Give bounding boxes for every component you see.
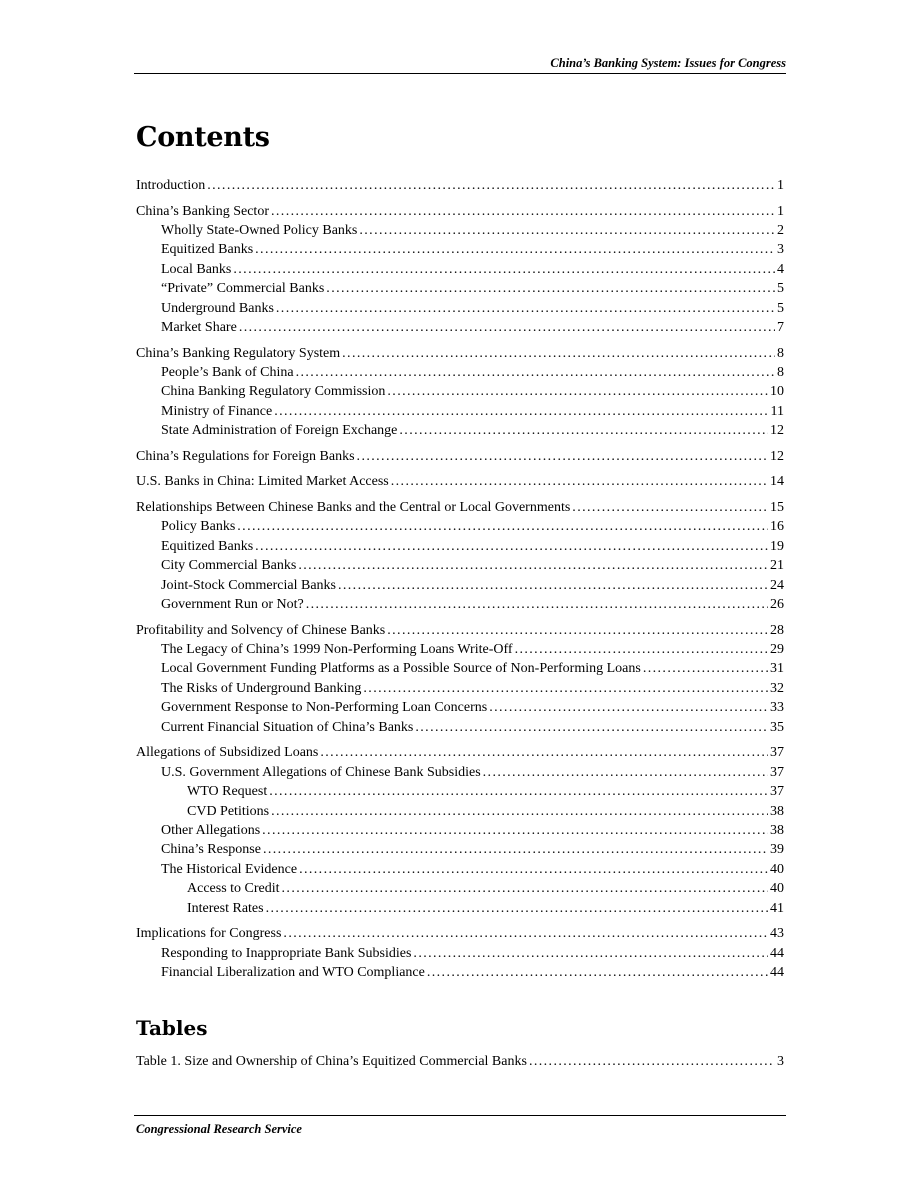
toc-entry-page-number: 44 <box>770 964 784 980</box>
toc-entry-page-number: 8 <box>777 345 784 361</box>
toc-entry-page-number: 35 <box>770 719 784 735</box>
toc-entry[interactable] <box>136 537 784 556</box>
toc-entry-page-number: 21 <box>770 558 784 574</box>
dot-leader <box>263 840 768 859</box>
dot-leader <box>298 556 768 575</box>
toc-entry-page-number: 28 <box>770 622 784 638</box>
dot-leader <box>387 382 768 401</box>
toc-entry-label: State Administration of Foreign Exchange <box>161 423 398 439</box>
dot-leader <box>283 924 768 943</box>
toc-entry[interactable] <box>136 221 784 240</box>
dot-leader <box>266 899 768 918</box>
toc-entry-label: The Legacy of China’s 1999 Non-Performing Loans Write-Off <box>161 642 513 658</box>
toc-entry-page-number: 29 <box>770 642 784 658</box>
toc-entry-page-number: 5 <box>777 300 784 316</box>
toc-entry-page-number: 44 <box>770 945 784 961</box>
toc-entry-label: Interest Rates <box>187 900 264 916</box>
toc-entry[interactable] <box>136 498 784 517</box>
toc-entry-label: China’s Banking Sector <box>136 203 269 219</box>
dot-leader <box>233 260 775 279</box>
toc-entry[interactable] <box>136 279 784 298</box>
dot-leader <box>207 176 775 195</box>
toc-entry-page-number: 3 <box>777 1054 784 1069</box>
toc-entry[interactable] <box>136 421 784 440</box>
toc-entry[interactable] <box>136 840 784 859</box>
toc-entry-page-number: 12 <box>770 448 784 464</box>
toc-entry[interactable] <box>136 679 784 698</box>
dot-leader <box>269 782 768 801</box>
dot-leader <box>415 718 768 737</box>
toc-entry-label: Ministry of Finance <box>161 403 273 419</box>
toc-entry-page-number: 12 <box>770 423 784 439</box>
toc-entry-label: Local Banks <box>161 261 232 277</box>
dot-leader <box>271 202 775 221</box>
toc-entry-page-number: 41 <box>770 900 784 916</box>
toc-entry[interactable] <box>136 240 784 259</box>
toc-entry-page-number: 14 <box>770 474 784 490</box>
toc-entry-page-number: 43 <box>770 926 784 942</box>
dot-leader <box>515 640 768 659</box>
toc-entry-page-number: 37 <box>770 784 784 800</box>
toc-entry-label: Current Financial Situation of China’s Banks <box>161 719 414 735</box>
toc-entry[interactable] <box>136 802 784 821</box>
toc-entry-label: Equitized Banks <box>161 538 254 554</box>
toc-entry-label: China’s Response <box>161 842 261 858</box>
toc-entry-page-number: 8 <box>777 365 784 381</box>
toc-entry-page-number: 24 <box>770 577 784 593</box>
toc-entry[interactable] <box>136 576 784 595</box>
toc-entry[interactable] <box>136 879 784 898</box>
toc-entry-label: The Risks of Underground Banking <box>161 680 362 696</box>
dot-leader <box>271 802 768 821</box>
toc-entry-page-number: 37 <box>770 745 784 761</box>
running-header-title: China’s Banking System: Issues for Congress <box>550 56 786 70</box>
toc-entry-page-number: 1 <box>777 203 784 219</box>
toc-entry[interactable] <box>136 743 784 762</box>
toc-entry-label: City Commercial Banks <box>161 558 297 574</box>
toc-entry-label: U.S. Government Allegations of Chinese Bank Subsidies <box>161 764 481 780</box>
toc-entry[interactable] <box>136 963 784 982</box>
toc-entry-page-number: 4 <box>777 261 784 277</box>
tables-heading: Tables <box>136 1016 208 1040</box>
dot-leader <box>387 621 768 640</box>
dot-leader <box>237 517 768 536</box>
toc-entry[interactable] <box>136 344 784 363</box>
running-footer <box>134 1115 786 1136</box>
toc-entry-label: Profitability and Solvency of Chinese Banks <box>136 622 386 638</box>
toc-entry[interactable] <box>136 318 784 337</box>
dot-leader <box>255 537 768 556</box>
toc-entry-page-number: 39 <box>770 842 784 858</box>
toc-entry-label: Local Government Funding Platforms as a Possible Source of Non-Performing Loans <box>161 661 641 677</box>
dot-leader <box>342 344 775 363</box>
toc-entry-label: Table 1. Size and Ownership of China’s Equitized Commercial Banks <box>136 1054 527 1069</box>
toc-entry[interactable] <box>136 821 784 840</box>
list-of-tables <box>136 1052 784 1071</box>
table-of-contents <box>136 176 784 982</box>
toc-entry-page-number: 1 <box>777 178 784 193</box>
contents-heading: Contents <box>136 122 270 153</box>
toc-entry-page-number: 10 <box>770 384 784 400</box>
toc-entry-label: Underground Banks <box>161 300 274 316</box>
toc-entry-label: Introduction <box>136 178 206 193</box>
dot-leader <box>282 879 768 898</box>
dot-leader <box>239 318 775 337</box>
toc-entry-label: Allegations of Subsidized Loans <box>136 745 319 761</box>
toc-entry-page-number: 37 <box>770 764 784 780</box>
toc-entry[interactable] <box>136 718 784 737</box>
toc-entry-page-number: 38 <box>770 803 784 819</box>
toc-entry-page-number: 7 <box>777 320 784 336</box>
toc-entry-label: CVD Petitions <box>187 803 270 819</box>
toc-entry-label: Financial Liberalization and WTO Compliance <box>161 964 425 980</box>
toc-entry-label: China Banking Regulatory Commission <box>161 384 386 400</box>
toc-entry-label: Other Allegations <box>161 822 261 838</box>
toc-entry-page-number: 16 <box>770 519 784 535</box>
toc-entry[interactable] <box>136 944 784 963</box>
toc-entry-label: Government Run or Not? <box>161 597 304 613</box>
toc-entry-label: Market Share <box>161 320 237 336</box>
toc-entry[interactable] <box>136 556 784 575</box>
toc-entry[interactable] <box>136 899 784 918</box>
toc-entry-label: China’s Regulations for Foreign Banks <box>136 448 355 464</box>
toc-entry-page-number: 11 <box>770 403 784 419</box>
toc-entry[interactable] <box>136 402 784 421</box>
dot-leader <box>413 944 768 963</box>
running-header <box>134 55 786 74</box>
toc-entry-page-number: 5 <box>777 281 784 297</box>
dot-leader <box>274 402 768 421</box>
toc-entry[interactable] <box>136 1052 784 1071</box>
toc-entry-label: People’s Bank of China <box>161 365 294 381</box>
footer-text: Congressional Research Service <box>136 1122 302 1136</box>
dot-leader <box>483 763 768 782</box>
dot-leader <box>262 821 768 840</box>
toc-entry-page-number: 15 <box>770 500 784 516</box>
toc-entry-label: Equitized Banks <box>161 242 254 258</box>
dot-leader <box>296 363 775 382</box>
toc-entry-label: The Historical Evidence <box>161 861 298 877</box>
dot-leader <box>255 240 775 259</box>
toc-entry[interactable] <box>136 782 784 801</box>
toc-entry[interactable] <box>136 260 784 279</box>
toc-entry-page-number: 19 <box>770 538 784 554</box>
toc-entry[interactable] <box>136 363 784 382</box>
toc-entry-page-number: 31 <box>770 661 784 677</box>
toc-entry[interactable] <box>136 472 784 491</box>
toc-entry-label: “Private” Commercial Banks <box>161 281 325 297</box>
dot-leader <box>326 279 775 298</box>
toc-entry[interactable] <box>136 860 784 879</box>
dot-leader <box>359 221 775 240</box>
dot-leader <box>489 698 768 717</box>
dot-leader <box>320 743 768 762</box>
toc-entry-label: Implications for Congress <box>136 926 282 942</box>
toc-entry-page-number: 40 <box>770 881 784 897</box>
dot-leader <box>427 963 768 982</box>
toc-entry-page-number: 32 <box>770 680 784 696</box>
dot-leader <box>363 679 768 698</box>
dot-leader <box>357 447 768 466</box>
toc-entry-label: Responding to Inappropriate Bank Subsidies <box>161 945 412 961</box>
toc-entry[interactable] <box>136 924 784 943</box>
toc-entry-label: Government Response to Non-Performing Loan Concerns <box>161 700 488 716</box>
toc-entry[interactable] <box>136 176 784 195</box>
dot-leader <box>299 860 768 879</box>
toc-entry[interactable] <box>136 595 784 614</box>
toc-entry-page-number: 2 <box>777 223 784 238</box>
toc-entry[interactable] <box>136 763 784 782</box>
toc-entry-page-number: 38 <box>770 822 784 838</box>
toc-entry[interactable] <box>136 382 784 401</box>
toc-entry[interactable] <box>136 447 784 466</box>
toc-entry[interactable] <box>136 640 784 659</box>
dot-leader <box>276 299 775 318</box>
dot-leader <box>572 498 768 517</box>
toc-entry[interactable] <box>136 517 784 536</box>
toc-entry-label: Access to Credit <box>187 881 280 897</box>
dot-leader <box>529 1052 775 1071</box>
toc-entry-page-number: 40 <box>770 861 784 877</box>
toc-entry-page-number: 33 <box>770 700 784 716</box>
toc-entry[interactable] <box>136 659 784 678</box>
toc-entry[interactable] <box>136 698 784 717</box>
dot-leader <box>391 472 768 491</box>
toc-entry-page-number: 3 <box>777 242 784 258</box>
toc-entry-label: WTO Request <box>187 784 268 800</box>
dot-leader <box>338 576 768 595</box>
toc-entry-label: U.S. Banks in China: Limited Market Access <box>136 474 389 490</box>
toc-entry[interactable] <box>136 202 784 221</box>
toc-entry-label: Joint-Stock Commercial Banks <box>161 577 336 593</box>
toc-entry-label: China’s Banking Regulatory System <box>136 345 341 361</box>
toc-entry-label: Wholly State-Owned Policy Banks <box>161 223 358 238</box>
dot-leader <box>643 659 768 678</box>
toc-entry-label: Policy Banks <box>161 519 236 535</box>
dot-leader <box>306 595 768 614</box>
toc-entry-page-number: 26 <box>770 597 784 613</box>
dot-leader <box>399 421 768 440</box>
toc-entry[interactable] <box>136 621 784 640</box>
toc-entry-label: Relationships Between Chinese Banks and the Central or Local Governments <box>136 500 571 516</box>
toc-entry[interactable] <box>136 299 784 318</box>
